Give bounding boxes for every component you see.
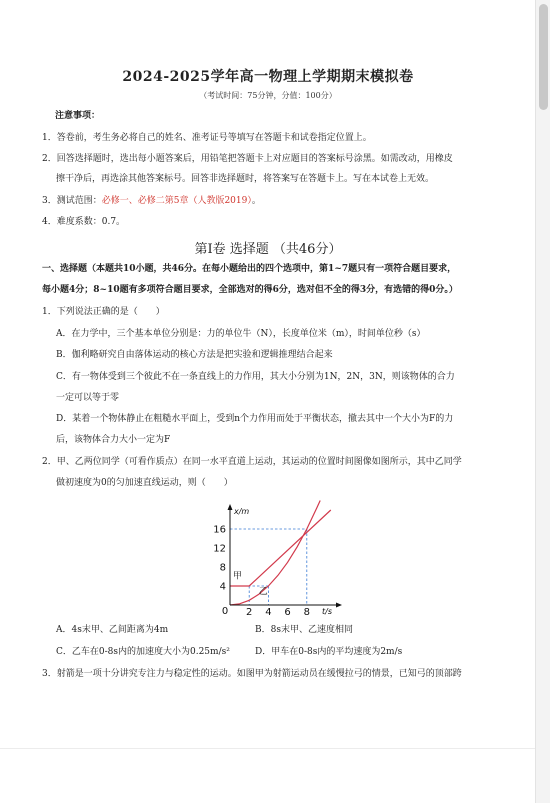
x-tick-4: 4 [265, 607, 272, 618]
y-tick-16: 16 [213, 524, 226, 536]
notice-4: 4．难度系数：0.7。 [42, 217, 126, 227]
y-tick-8: 8 [219, 562, 226, 574]
x-tick-2: 2 [246, 607, 253, 618]
page-divider [0, 748, 536, 749]
vertical-scrollbar[interactable] [535, 0, 550, 803]
q1-stem: 1．下列说法正确的是（ ） [42, 307, 165, 317]
q1-option-d-cont: 后，该物体合力大小一定为F [56, 435, 171, 445]
notice-heading: 注意事项： [55, 111, 101, 121]
notice-2: 2．回答选择题时，选出每小题答案后，用铅笔把答题卡上对应题目的答案标号涂黑。如需改动，用橡皮 [42, 154, 453, 164]
chart-ticks [213, 525, 310, 619]
series-label-jia: 甲 [232, 571, 242, 582]
x-axis-arrow [336, 603, 342, 608]
q2-option-c: C．乙车在0-8s内的加速度大小为0.25m/s² [56, 647, 230, 657]
q2-option-b: B．8s末甲、乙速度相同 [255, 625, 353, 635]
chart-axes [228, 504, 343, 608]
q2-stem: 2．甲、乙两位同学（可看作质点）在同一水平直道上运动，其运动的位置时间图像如图所示，其中乙同学 [42, 457, 462, 467]
scrollbar-thumb[interactable] [539, 4, 548, 110]
q2-option-d: D．甲车在0-8s内的平均速度为2m/s [255, 647, 403, 657]
series-line-0 [230, 510, 331, 586]
notice-3 [42, 195, 261, 207]
series-label-yi: 乙 [258, 587, 268, 598]
notice-3-prefix: 3．测试范围： [42, 196, 102, 206]
part1-instructions-1: 一、选择题（本题共10小题，共46分。在每小题给出的四个选项中，第1~7题只有一项符合题目要求， [42, 264, 457, 274]
y-tick-12: 12 [213, 543, 226, 555]
notice-3-scope: 必修一、必修二第5章（人教版2019） [101, 196, 252, 206]
q1-option-c: C．有一物体受到三个彼此不在一条直线上的力作用，其大小分别为1N，2N，3N，则该物体的合力 [56, 372, 455, 382]
x-tick-8: 8 [303, 607, 310, 618]
chart-guides [230, 529, 307, 605]
x-tick-6: 6 [284, 607, 291, 618]
section-title: 第Ⅰ卷 选择题 （共46分） [194, 242, 342, 257]
q1-option-b: B．伽利略研究自由落体运动的核心方法是把实验和逻辑推理结合起来 [56, 350, 333, 360]
q1-option-d: D．某着一个物体静止在粗糙水平面上，受到n个力作用而处于平衡状态，撤去其中一个大小为F的力 [56, 414, 454, 424]
q3-stem: 3．射箭是一项十分讲究专注力与稳定性的运动。如图甲为射箭运动员在缓慢拉弓的情景，已知弓的顶部跨 [42, 669, 462, 679]
position-time-chart [196, 500, 346, 620]
chart-series [230, 501, 331, 606]
origin-label: 0 [221, 606, 229, 617]
y-tick-4: 4 [219, 581, 226, 593]
notice-3-suffix: 。 [251, 196, 261, 206]
q1-option-a: A．在力学中，三个基本单位分别是：力的单位牛（N），长度单位米（m），时间单位秒（s） [56, 329, 426, 339]
part1-instructions-2: 每小题4分；8~10题有多项符合题目要求，全部选对的得6分，选对但不全的得3分，有选错的得0分。） [42, 285, 458, 295]
notice-1: 1．答卷前，考生务必将自己的姓名、准考证号等填写在答题卡和试卷指定位置上。 [42, 133, 372, 143]
y-axis-label: x/m [234, 507, 250, 516]
x-axis-label: t/s [322, 607, 332, 616]
exam-subtitle: （考试时间：75分钟，分值：100分） [199, 91, 337, 100]
y-axis-arrow [228, 504, 233, 510]
q1-option-c-cont: 一定可以等于零 [56, 393, 120, 403]
q2-option-a: A．4s末甲、乙间距离为4m [56, 625, 169, 635]
q2-stem-cont: 做初速度为0的匀加速直线运动，则（ ） [56, 478, 233, 488]
exam-title: 2024-2025学年高一物理上学期期末模拟卷 [122, 69, 414, 85]
notice-2-cont: 擦干净后，再选涂其他答案标号。回答非选择题时，将答案写在答题卡上。写在本试卷上无效。 [56, 174, 435, 184]
